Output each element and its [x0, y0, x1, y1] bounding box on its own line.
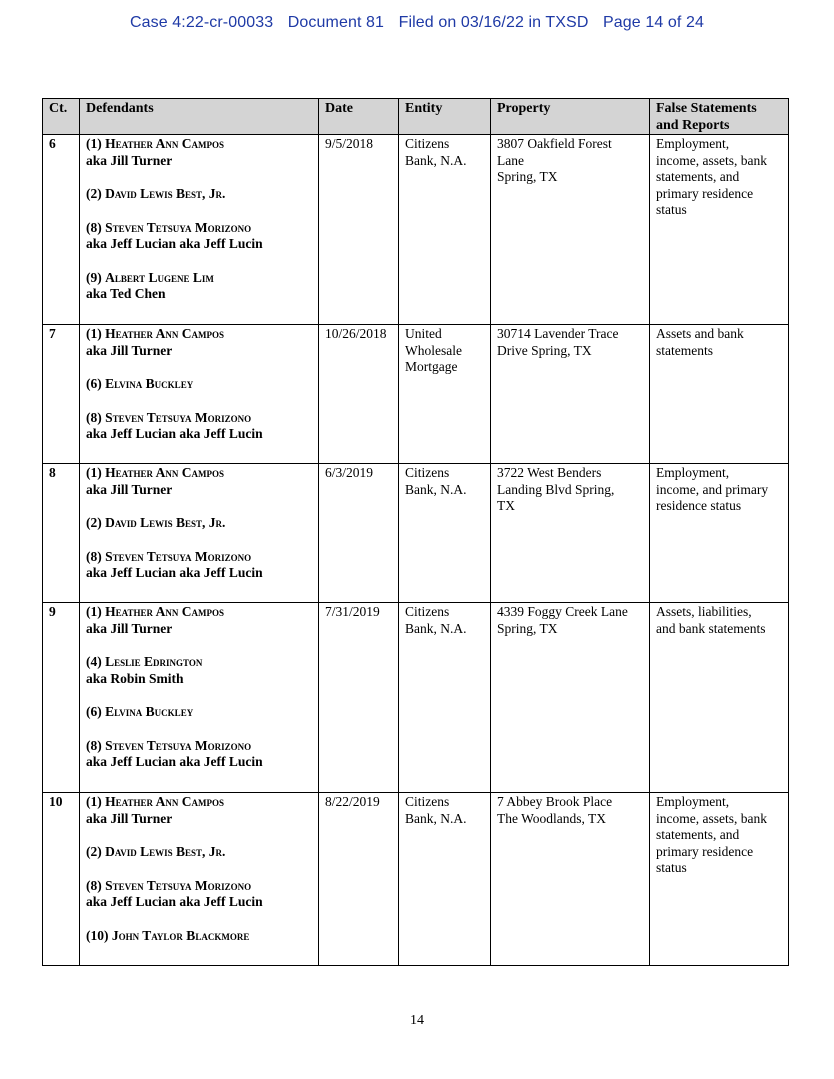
statement-line: status [656, 860, 687, 875]
column-header-date: Date [319, 99, 399, 135]
date-cell: 8/22/2019 [319, 793, 399, 966]
defendant-number: (2) [86, 515, 106, 530]
entity-cell [399, 135, 491, 325]
date-cell: 6/3/2019 [319, 464, 399, 603]
counts-table [42, 98, 789, 966]
page-number: 14 [410, 1013, 424, 1028]
date-cell: 9/5/2018 [319, 135, 399, 325]
false-statements-cell [650, 603, 789, 793]
property-line: Spring, TX [497, 620, 558, 636]
defendant-alias: aka Robin Smith [86, 670, 184, 686]
case-number: Case 4:22-cr-00033 [130, 14, 274, 31]
filed-date: Filed on 03/16/22 in TXSD [398, 14, 589, 31]
defendant-name: Albert Lugene Lim [105, 269, 214, 285]
statement-line: income, and primary [656, 481, 769, 497]
defendant-entry [86, 604, 312, 637]
defendant-line [86, 738, 312, 755]
statement-line: and bank statements [656, 620, 766, 636]
table-row [43, 603, 789, 793]
property-line: Drive Spring, TX [497, 342, 592, 358]
statement-line: residence status [656, 498, 742, 513]
defendant-alias: aka Jeff Lucian aka Jeff Lucin [86, 565, 263, 580]
defendant-number: (8) [86, 737, 106, 753]
defendant-number: (1) [86, 136, 106, 151]
property-cell [491, 603, 650, 793]
false-statements-cell [650, 325, 789, 464]
property-line: 30714 Lavender Trace [497, 326, 619, 341]
column-header-property: Property [491, 99, 650, 135]
defendant-line [86, 604, 312, 621]
defendant-name: David Lewis Best, Jr. [105, 186, 226, 201]
count-cell: 6 [43, 135, 80, 325]
defendant-line [86, 515, 312, 532]
defendant-number: (8) [86, 877, 106, 893]
defendant-entry [86, 549, 312, 582]
property-line: 4339 Foggy Creek Lane [497, 604, 628, 619]
defendant-number: (2) [86, 186, 106, 201]
defendant-name: Elvina Buckley [105, 704, 194, 719]
property-line: 3722 West Benders [497, 465, 602, 480]
statement-line: income, assets, bank [656, 810, 767, 826]
statement-line: Assets and bank [656, 326, 744, 341]
defendant-alias: aka Ted Chen [86, 286, 166, 301]
defendant-number: (8) [86, 548, 106, 564]
defendant-name: Heather Ann Campos [105, 794, 224, 809]
defendant-number: (8) [86, 219, 106, 235]
column-header-defendants: Defendants [80, 99, 319, 135]
property-line: 3807 Oakfield Forest [497, 136, 612, 151]
defendant-entry [86, 515, 312, 532]
defendants-cell [80, 793, 319, 966]
defendant-entry [86, 136, 312, 169]
false-statements-cell [650, 464, 789, 603]
property-cell [491, 135, 650, 325]
entity-line: Citizens [405, 604, 450, 619]
entity-line: Citizens [405, 465, 450, 480]
defendant-number: (1) [86, 465, 106, 480]
defendant-name: Steven Tetsuya Morizono [105, 737, 252, 753]
defendant-number: (1) [86, 794, 106, 809]
property-line: TX [497, 498, 515, 513]
defendant-alias: aka Jill Turner [86, 481, 173, 497]
defendant-alias: aka Jeff Lucian aka Jeff Lucin [86, 236, 263, 251]
defendant-line [86, 270, 312, 287]
count-cell: 9 [43, 603, 80, 793]
defendant-number: (8) [86, 409, 106, 425]
statement-line: Employment, [656, 465, 730, 480]
defendant-line [86, 465, 312, 482]
defendant-line [86, 704, 312, 721]
defendant-line [86, 186, 312, 203]
defendant-number: (1) [86, 604, 106, 619]
defendant-entry [86, 220, 312, 253]
case-header [0, 14, 834, 32]
entity-line: United [405, 326, 442, 341]
date-cell: 7/31/2019 [319, 603, 399, 793]
entity-cell [399, 793, 491, 966]
statement-line: status [656, 202, 687, 217]
defendant-number: (2) [86, 844, 106, 859]
defendant-alias: aka Jill Turner [86, 810, 173, 826]
defendant-number: (4) [86, 654, 106, 669]
defendant-alias: aka Jeff Lucian aka Jeff Lucin [86, 426, 263, 441]
defendant-alias: aka Jeff Lucian aka Jeff Lucin [86, 894, 263, 909]
defendant-entry [86, 704, 312, 721]
defendant-name: Steven Tetsuya Morizono [105, 877, 252, 893]
property-line: 7 Abbey Brook Place [497, 794, 613, 809]
statement-line: statements, and [656, 169, 740, 184]
defendant-line [86, 928, 312, 945]
defendant-name: Steven Tetsuya Morizono [105, 409, 252, 425]
statement-line: income, assets, bank [656, 152, 767, 168]
property-cell [491, 464, 650, 603]
defendant-alias: aka Jeff Lucian aka Jeff Lucin [86, 754, 263, 769]
table-row [43, 464, 789, 603]
table-header [43, 99, 789, 135]
defendant-line [86, 136, 312, 153]
defendants-cell [80, 135, 319, 325]
defendant-entry [86, 465, 312, 498]
count-cell: 10 [43, 793, 80, 966]
defendant-number: (9) [86, 269, 106, 285]
defendant-alias: aka Jill Turner [86, 342, 173, 358]
date-cell: 10/26/2018 [319, 325, 399, 464]
table-row [43, 325, 789, 464]
defendant-entry [86, 376, 312, 393]
defendant-name: Heather Ann Campos [105, 326, 224, 341]
defendant-entry [86, 410, 312, 443]
statement-line: Employment, [656, 136, 730, 151]
entity-line: Bank, N.A. [405, 620, 467, 636]
property-line: The Woodlands, TX [497, 810, 607, 826]
table-row [43, 135, 789, 325]
false-statements-cell [650, 135, 789, 325]
statement-line: Assets, liabilities, [656, 604, 752, 619]
defendant-line [86, 549, 312, 566]
defendant-line [86, 654, 312, 671]
defendant-entry [86, 928, 312, 945]
entity-line: Mortgage [405, 359, 458, 374]
defendant-entry [86, 738, 312, 771]
entity-cell [399, 603, 491, 793]
entity-cell [399, 325, 491, 464]
false-statements-cell [650, 793, 789, 966]
defendant-name: David Lewis Best, Jr. [105, 515, 226, 530]
defendant-entry [86, 878, 312, 911]
defendant-entry [86, 794, 312, 827]
entity-cell [399, 464, 491, 603]
defendant-line [86, 878, 312, 895]
defendant-name: Steven Tetsuya Morizono [105, 548, 252, 564]
column-header-entity: Entity [399, 99, 491, 135]
statement-line: statements, and [656, 827, 740, 842]
defendant-name: Heather Ann Campos [105, 465, 224, 480]
entity-line: Wholesale [405, 342, 462, 358]
defendants-cell [80, 464, 319, 603]
defendant-entry [86, 326, 312, 359]
defendant-name: Heather Ann Campos [105, 136, 224, 151]
table-body [43, 135, 789, 966]
statement-line: statements [656, 342, 713, 358]
defendant-entry [86, 186, 312, 203]
count-cell: 7 [43, 325, 80, 464]
defendants-cell [80, 325, 319, 464]
column-header-count: Ct. [43, 99, 80, 135]
property-cell [491, 793, 650, 966]
entity-line: Bank, N.A. [405, 152, 467, 168]
statement-line: Employment, [656, 794, 730, 809]
header-row [43, 99, 789, 135]
defendant-line [86, 326, 312, 343]
defendant-line [86, 376, 312, 393]
entity-line: Bank, N.A. [405, 810, 467, 826]
defendant-name: David Lewis Best, Jr. [105, 844, 226, 859]
document-number: Document 81 [287, 14, 385, 31]
count-cell: 8 [43, 464, 80, 603]
defendant-name: Steven Tetsuya Morizono [105, 219, 252, 235]
defendant-name: Elvina Buckley [105, 376, 194, 391]
column-header-false-statements: False Statements and Reports [650, 99, 789, 135]
defendant-line [86, 794, 312, 811]
entity-line: Bank, N.A. [405, 481, 467, 497]
defendant-entry [86, 654, 312, 687]
defendant-number: (6) [86, 704, 106, 719]
property-cell [491, 325, 650, 464]
property-line: Landing Blvd Spring, [497, 481, 615, 497]
statement-line: primary residence [656, 185, 754, 201]
statement-line: primary residence [656, 843, 754, 859]
entity-line: Citizens [405, 136, 450, 151]
page-indicator: Page 14 of 24 [603, 14, 704, 31]
defendant-line [86, 844, 312, 861]
defendant-number: (6) [86, 376, 106, 391]
defendant-number: (1) [86, 326, 106, 341]
defendant-entry [86, 844, 312, 861]
defendant-entry [86, 270, 312, 303]
defendant-name: Leslie Edrington [105, 654, 203, 669]
defendant-number: (10) [86, 927, 112, 943]
table-row [43, 793, 789, 966]
defendant-name: John Taylor Blackmore [111, 927, 250, 943]
defendant-alias: aka Jill Turner [86, 620, 173, 636]
defendant-line [86, 410, 312, 427]
property-line: Spring, TX [497, 169, 558, 184]
defendants-cell [80, 603, 319, 793]
defendant-alias: aka Jill Turner [86, 152, 173, 168]
entity-line: Citizens [405, 794, 450, 809]
defendant-line [86, 220, 312, 237]
defendant-name: Heather Ann Campos [105, 604, 224, 619]
property-line: Lane [497, 152, 524, 168]
